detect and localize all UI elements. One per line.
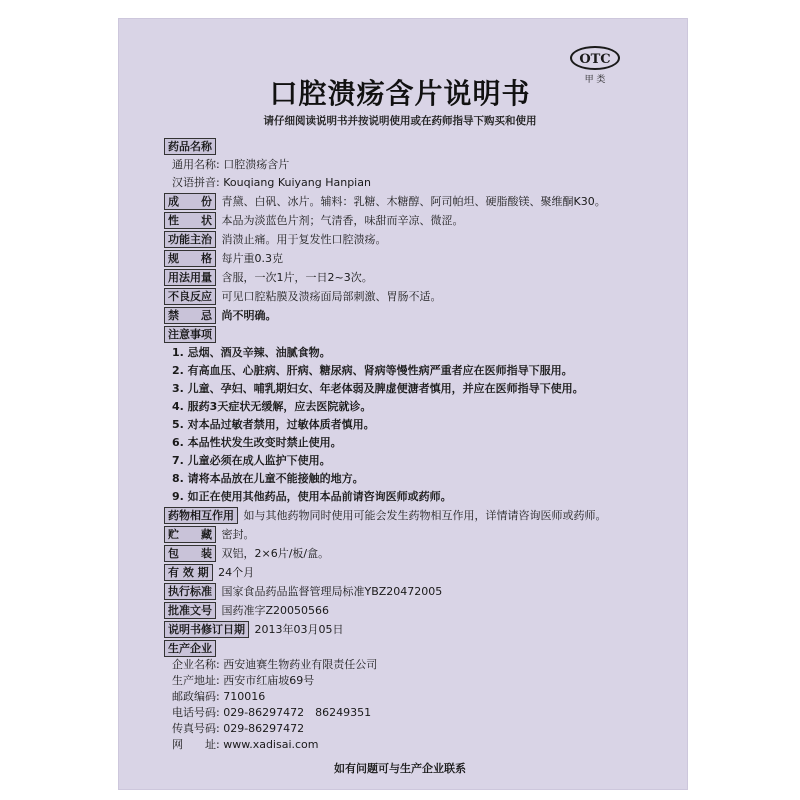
precaution-item: 7. 儿童必须在成人监护下使用。 xyxy=(172,454,331,467)
drug-name-header: 药品名称 xyxy=(164,138,216,155)
validity-header: 有 效 期 xyxy=(164,564,213,581)
validity-value: 24个月 xyxy=(218,566,255,579)
spec-header: 规 格 xyxy=(164,250,216,267)
precaution-item: 8. 请将本品放在儿童不能接触的地方。 xyxy=(172,472,364,485)
precaution-item: 3. 儿童、孕妇、哺乳期妇女、年老体弱及脾虚便溏者慎用，并应在医师指导下使用。 xyxy=(172,382,584,395)
dosage-value: 含服，一次1片，一日2~3次。 xyxy=(221,271,373,284)
company-info-value: 029-86297472 xyxy=(219,722,305,735)
company-info-label: 网 址: xyxy=(172,738,220,751)
standard-value: 国家食品药品监督管理局标准YBZ20472005 xyxy=(221,585,443,598)
company-info-value: 029-86297472 86249351 xyxy=(223,706,372,719)
appearance-value: 本品为淡蓝色片剂；气清香，味甜而辛凉、微涩。 xyxy=(221,214,464,227)
company-info-value: 西安迪赛生物药业有限责任公司 xyxy=(223,658,378,671)
package-header: 包 装 xyxy=(164,545,216,562)
common-name-label: 通用名称: xyxy=(172,158,220,171)
precautions-row xyxy=(164,326,218,343)
approval-row xyxy=(164,602,329,619)
company-row xyxy=(164,640,218,657)
standard-row xyxy=(164,583,442,600)
dosage-row xyxy=(164,269,373,286)
pinyin-value: Kouqiang Kuiyang Hanpian xyxy=(223,176,371,189)
storage-header: 贮 藏 xyxy=(164,526,216,543)
precaution-item: 6. 本品性状发生改变时禁止使用。 xyxy=(172,436,342,449)
validity-row xyxy=(164,564,254,581)
storage-row xyxy=(164,526,255,543)
company-info-label: 企业名称: xyxy=(172,658,220,671)
approval-header: 批准文号 xyxy=(164,602,216,619)
drug-name-row xyxy=(164,138,218,155)
precautions-header: 注意事项 xyxy=(164,326,216,343)
indications-header: 功能主治 xyxy=(164,231,216,248)
precaution-item: 9. 如正在使用其他药品，使用本品前请咨询医师或药师。 xyxy=(172,490,452,503)
package-row xyxy=(164,545,329,562)
company-info-value: 西安市红庙坡69号 xyxy=(223,674,315,687)
adverse-header: 不良反应 xyxy=(164,288,216,305)
pinyin-label: 汉语拼音: xyxy=(172,176,220,189)
company-info-row xyxy=(172,736,319,753)
spec-row xyxy=(164,250,283,267)
company-info-label: 邮政编码: xyxy=(172,690,220,703)
spec-value: 每片重0.3克 xyxy=(221,252,283,265)
appearance-header: 性 状 xyxy=(164,212,216,229)
interactions-value: 如与其他药物同时使用可能会发生药物相互作用，详情请咨询医师或药师。 xyxy=(243,509,607,522)
company-info-value: www.xadisai.com xyxy=(219,738,319,751)
precaution-item: 4. 服药3天症状无缓解，应去医院就诊。 xyxy=(172,400,372,413)
company-info-label: 传真号码: xyxy=(172,722,220,735)
company-info-row xyxy=(172,656,377,673)
adverse-row xyxy=(164,288,442,305)
ingredients-header: 成 份 xyxy=(164,193,216,210)
precaution-item: 5. 对本品过敏者禁用，过敏体质者慎用。 xyxy=(172,418,375,431)
precaution-item: 2. 有高血压、心脏病、肝病、糖尿病、肾病等慢性病严重者应在医师指导下服用。 xyxy=(172,364,573,377)
storage-value: 密封。 xyxy=(221,528,255,541)
company-info-row xyxy=(172,720,304,737)
company-info-row xyxy=(172,704,371,721)
common-name-value: 口腔溃疡含片 xyxy=(223,158,290,171)
company-header: 生产企业 xyxy=(164,640,216,657)
contra-row xyxy=(164,307,277,324)
company-info-label: 电话号码: xyxy=(172,706,220,719)
package-value: 双铝，2×6片/板/盒。 xyxy=(221,547,330,560)
common-name-row xyxy=(172,156,289,173)
dosage-header: 用法用量 xyxy=(164,269,216,286)
precaution-item: 1. 忌烟、酒及辛辣、油腻食物。 xyxy=(172,346,331,359)
indications-row xyxy=(164,231,387,248)
ingredients-row xyxy=(164,193,606,210)
page-title: 口腔溃疡含片说明书 xyxy=(269,77,531,110)
revision-row xyxy=(164,621,344,638)
company-info-value: 710016 xyxy=(223,690,266,703)
pinyin-row xyxy=(172,174,371,191)
interactions-row xyxy=(164,507,607,524)
otc-badge: OTC xyxy=(570,46,620,70)
footer-contact-note: 如有问题可与生产企业联系 xyxy=(334,762,466,775)
company-info-label: 生产地址: xyxy=(172,674,220,687)
indications-value: 消溃止痛。用于复发性口腔溃疡。 xyxy=(221,233,387,246)
appearance-row xyxy=(164,212,464,229)
revision-value: 2013年03月05日 xyxy=(254,623,344,636)
contra-value: 尚不明确。 xyxy=(221,309,277,322)
otc-class-label: 甲 类 xyxy=(584,75,606,85)
company-info-row xyxy=(172,688,265,705)
approval-value: 国药准字Z20050566 xyxy=(221,604,330,617)
company-info-row xyxy=(172,672,314,689)
revision-header: 说明书修订日期 xyxy=(164,621,249,638)
contra-header: 禁 忌 xyxy=(164,307,216,324)
adverse-value: 可见口腔粘膜及溃疡面局部刺激、胃肠不适。 xyxy=(221,290,442,303)
standard-header: 执行标准 xyxy=(164,583,216,600)
ingredients-value: 青黛、白矾、冰片。辅料：乳糖、木糖醇、阿司帕坦、硬脂酸镁、聚维酮K30。 xyxy=(221,195,606,208)
page-subtitle: 请仔细阅读说明书并按说明使用或在药师指导下购买和使用 xyxy=(263,115,537,127)
interactions-header: 药物相互作用 xyxy=(164,507,238,524)
